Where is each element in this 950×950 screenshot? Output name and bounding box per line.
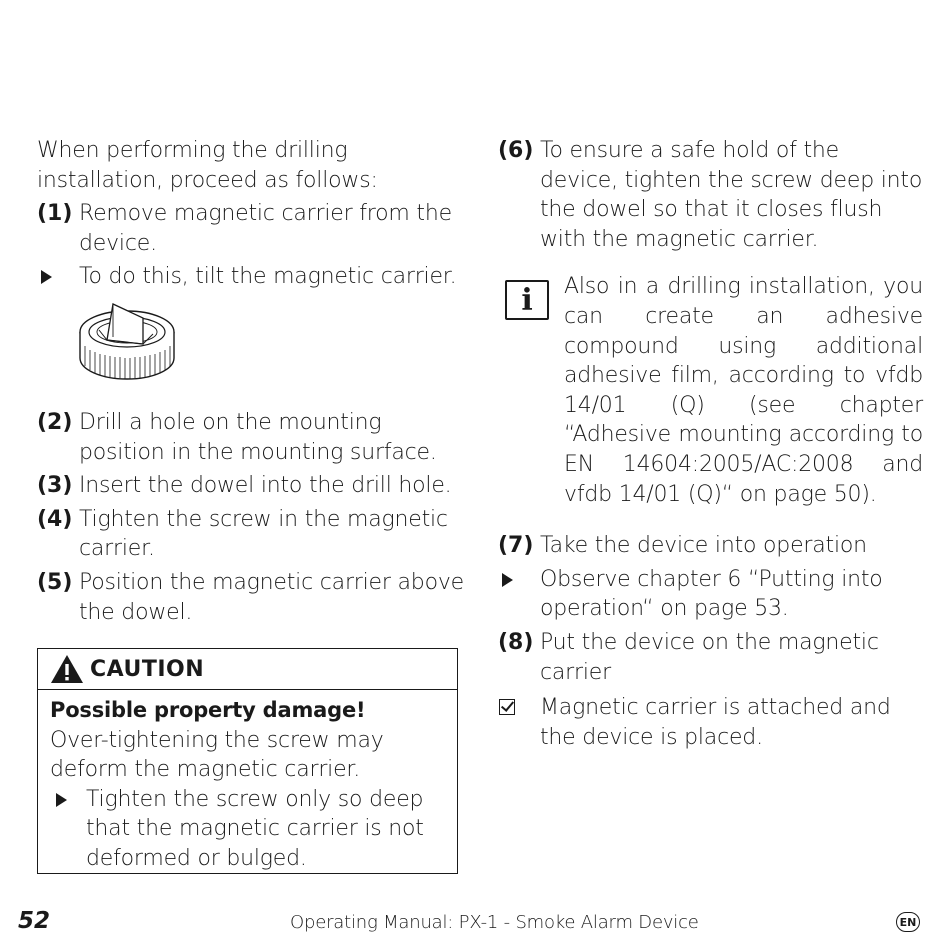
step-text: To ensure a safe hold of the device, tighten the screw deep into the dowel so that it closes flush with the magnetic carrier. — [540, 138, 923, 252]
triangle-right-icon — [56, 793, 67, 807]
bullet-text: Observe chapter 6 “Putting into operation“ on page 53. — [540, 566, 883, 622]
observe-instruction — [498, 565, 923, 624]
step-number: (1) — [37, 201, 73, 227]
caution-heading: Possible property damage! — [50, 698, 366, 722]
step-7 — [498, 531, 923, 561]
step-4 — [37, 505, 465, 564]
step-number: (3) — [37, 473, 73, 499]
step-text: Put the device on the magnetic carrier — [540, 629, 879, 685]
caution-box — [37, 648, 458, 874]
caution-header — [38, 649, 457, 690]
caution-title: CAUTION — [90, 656, 205, 682]
step-text: Remove magnetic carrier from the device. — [79, 201, 452, 256]
step-2 — [37, 408, 465, 467]
intro-text: When performing the drilling installation, proceed as follows: — [37, 138, 378, 193]
step-text: Tighten the screw in the magnetic carrier. — [79, 506, 448, 562]
step-number: (5) — [37, 569, 73, 595]
checkbox-checked-icon — [499, 699, 515, 715]
step-8 — [498, 628, 923, 687]
step-text: Take the device into operation — [540, 533, 867, 559]
bullet-text: Tighten the screw only so deep that the magnetic carrier is not deformed or bulged. — [86, 786, 424, 871]
step-1 — [37, 199, 465, 258]
footer-title: Operating Manual: PX-1 - Smoke Alarm Device — [290, 912, 699, 933]
step-number: (7) — [498, 533, 534, 559]
bullet-text: To do this, tilt the magnetic carrier. — [79, 264, 457, 290]
caution-body — [38, 690, 457, 874]
right-column — [498, 136, 923, 752]
info-note — [498, 272, 923, 509]
step-text: Drill a hole on the mounting position in the mounting surface. — [79, 409, 437, 465]
step-text: Insert the dowel into the drill hole. — [79, 473, 452, 499]
step-6 — [498, 136, 923, 254]
warning-triangle-icon — [50, 654, 84, 684]
tilt-instruction — [37, 262, 465, 292]
step-number: (4) — [37, 506, 73, 532]
triangle-right-icon — [41, 270, 52, 284]
language-badge: EN — [896, 912, 920, 932]
step-number: (6) — [498, 138, 534, 163]
step-number: (8) — [498, 629, 534, 655]
step-number: (2) — [37, 409, 73, 435]
step-5 — [37, 568, 465, 627]
page-footer — [0, 908, 950, 940]
left-column — [37, 136, 465, 631]
magnetic-carrier-illustration — [77, 300, 177, 388]
step-text: Position the magnetic carrier above the dowel. — [79, 569, 464, 625]
result-statement — [498, 693, 923, 752]
result-text: Magnetic carrier is attached and the device is placed. — [540, 695, 891, 750]
info-icon: i — [505, 280, 549, 320]
caution-text: Over-tightening the screw may deform the magnetic carrier. — [50, 727, 384, 783]
info-text: Also in a drilling installation, you can create an adhesive compound using additional adhesive film, according to vfdb 14/01 (Q) (see chapter “Adhesive mounting according to EN 14604:2005/AC:2008 and vfdb 14/01 (Q)“ on page 50). — [564, 274, 923, 507]
page-number: 52 — [18, 908, 51, 934]
step-3 — [37, 471, 465, 501]
triangle-right-icon — [502, 573, 513, 587]
caution-instruction — [50, 785, 445, 874]
